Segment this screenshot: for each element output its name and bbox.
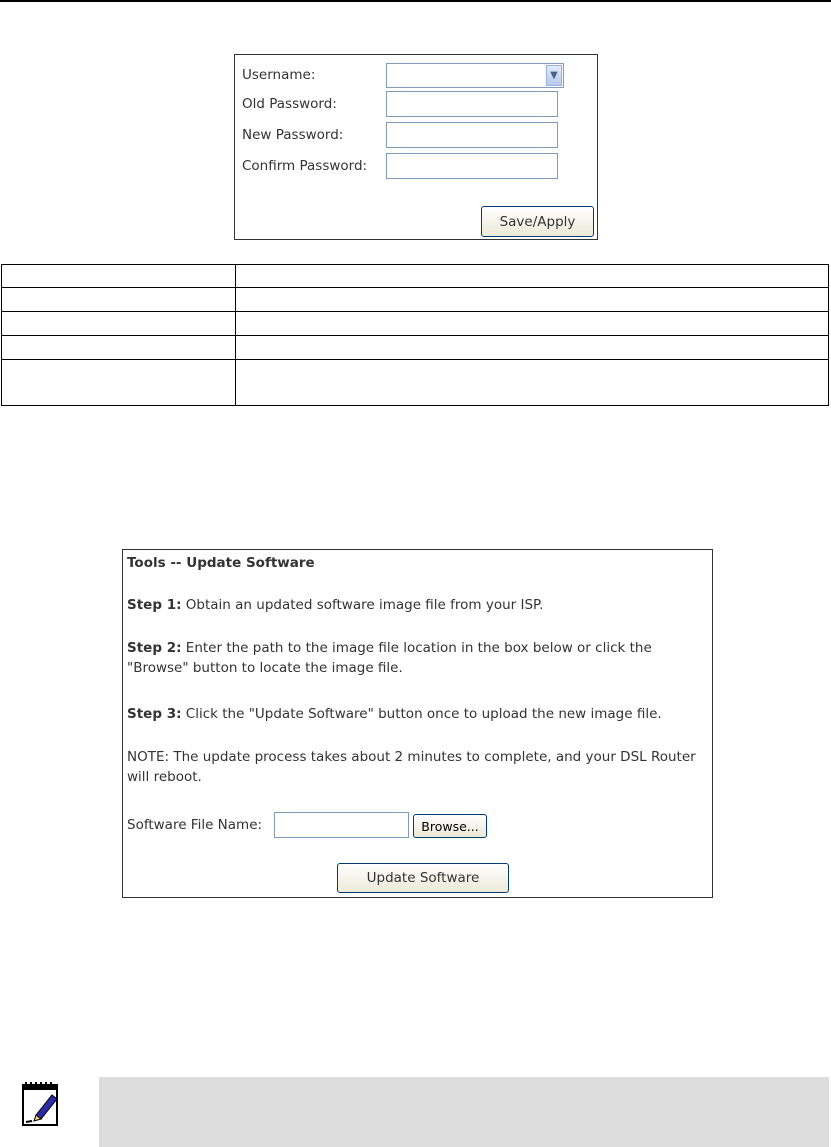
- browse-button[interactable]: Browse...: [413, 814, 487, 838]
- table-cell: [236, 312, 829, 336]
- old-password-label: Old Password:: [242, 96, 337, 112]
- step-1-label: Step 1:: [127, 597, 182, 613]
- old-password-field[interactable]: [386, 91, 558, 117]
- step-3: [127, 704, 662, 724]
- step-3-text: Click the "Update Software" button once to upload the new image file.: [181, 706, 662, 722]
- step-1-text: Obtain an updated software image file from your ISP.: [181, 597, 544, 613]
- table-row: [2, 336, 829, 360]
- table-cell: [236, 360, 829, 406]
- step-2: [127, 638, 652, 658]
- step-2-text: Enter the path to the image file location in the box below or click the: [181, 640, 652, 656]
- table-row: [2, 312, 829, 336]
- table-cell: [2, 360, 236, 406]
- table-cell: [236, 265, 829, 288]
- step-2-label: Step 2:: [127, 640, 182, 656]
- chevron-down-icon[interactable]: ▼: [546, 65, 562, 86]
- table-cell: [2, 265, 236, 288]
- table-row: [2, 265, 829, 288]
- description-table: [1, 264, 829, 406]
- software-file-input[interactable]: [274, 812, 409, 838]
- update-software-button[interactable]: Update Software: [337, 863, 509, 893]
- update-software-panel: [122, 549, 713, 898]
- confirm-password-label: Confirm Password:: [242, 158, 368, 174]
- table-cell: [2, 336, 236, 360]
- step-1: [127, 595, 543, 615]
- software-file-label: Software File Name:: [127, 817, 263, 833]
- table-row: [2, 360, 829, 406]
- password-form-panel: [234, 54, 598, 240]
- new-password-field[interactable]: [386, 122, 558, 148]
- update-note-cont: will reboot.: [127, 769, 202, 785]
- note-pad-icon: [22, 1081, 62, 1127]
- step-2-text-cont: "Browse" button to locate the image file.: [127, 660, 403, 676]
- table-cell: [236, 336, 829, 360]
- table-cell: [2, 288, 236, 312]
- update-software-title: Tools -- Update Software: [127, 555, 315, 571]
- table-row: [2, 288, 829, 312]
- update-note: NOTE: The update process takes about 2 minutes to complete, and your DSL Router: [127, 749, 696, 765]
- save-apply-button[interactable]: Save/Apply: [481, 206, 594, 237]
- table-cell: [236, 288, 829, 312]
- username-select[interactable]: [386, 63, 564, 88]
- table-cell: [2, 312, 236, 336]
- note-bar: [99, 1077, 829, 1147]
- step-3-label: Step 3:: [127, 706, 182, 722]
- confirm-password-field[interactable]: [386, 153, 558, 179]
- new-password-label: New Password:: [242, 127, 344, 143]
- top-rule: [0, 0, 831, 2]
- username-label: Username:: [242, 67, 316, 83]
